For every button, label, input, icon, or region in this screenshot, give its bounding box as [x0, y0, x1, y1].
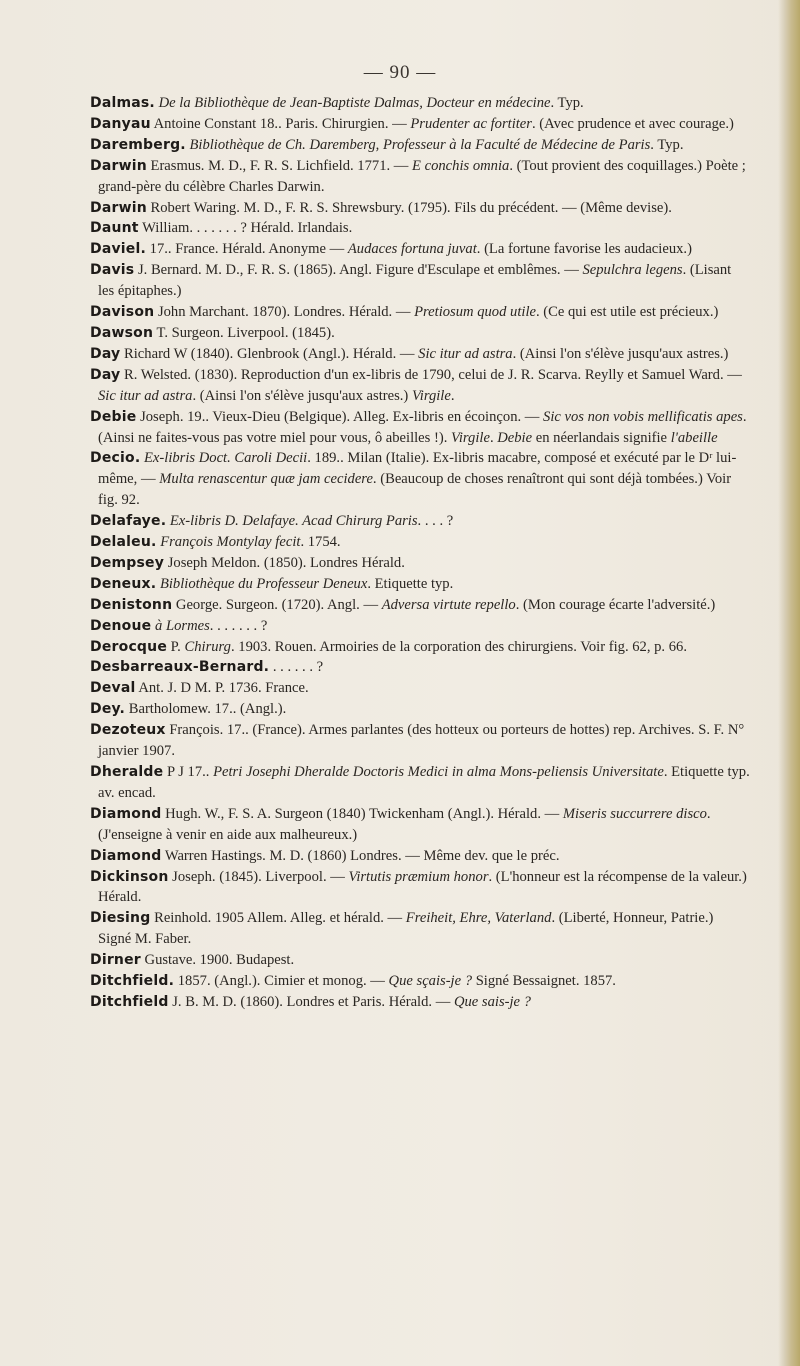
- entry-italic-text: Virgile: [411, 387, 451, 404]
- entry-headword: Ditchfield: [90, 993, 169, 1010]
- entry-text: . Etiquette typ. av. encad.: [98, 764, 750, 801]
- entry-headword: Dickinson: [90, 868, 169, 885]
- entry-italic-text: Que sais-je ?: [453, 993, 531, 1010]
- entry-text: Joseph. 19.. Vieux-Dieu (Belgique). Alleg. Ex-libris en écoinçon. —: [136, 408, 544, 425]
- entry-italic-text: Sepulchra legens: [582, 262, 683, 279]
- entry-text: Erasmus. M. D., F. R. S. Lichfield. 1771. —: [146, 157, 413, 174]
- entry-headword: Decio.: [90, 450, 141, 467]
- entry: [90, 678, 750, 699]
- entry-headword: Dempsey: [90, 554, 165, 571]
- entry-italic-text: à Lormes: [155, 617, 210, 634]
- entry: [90, 804, 750, 846]
- entry-headword: Ditchfield.: [90, 973, 175, 990]
- entry-list: [90, 93, 750, 1013]
- entry-text: P J 17..: [163, 764, 214, 780]
- entry-headword: Derocque: [90, 638, 168, 655]
- entry-headword: Day: [90, 345, 121, 362]
- entry-headword: Denistonn: [90, 596, 173, 613]
- entry: [90, 302, 750, 323]
- entry-headword: Delaleu.: [90, 534, 157, 551]
- entry-text: . (L'honneur est la récompense de la valeur.) Hérald.: [98, 868, 747, 906]
- entry-italic-text: Bibliothèque du Professeur Deneux: [159, 575, 368, 592]
- entry: [90, 950, 750, 971]
- entry-text: . 1903. Rouen. Armoiries de la corporation des chirurgiens. Voir fig. 62, p. 66.: [230, 638, 687, 655]
- entry-italic-text: Sic itur ad astra: [418, 345, 513, 362]
- entry: [90, 198, 750, 219]
- entry: [90, 344, 750, 365]
- entry-text: Signé Bessaignet. 1857.: [472, 973, 616, 990]
- entry-text: . (La fortune favorise les audacieux.): [476, 241, 692, 258]
- entry-italic-text: Ex-libris Doct. Caroli Decii: [144, 450, 308, 467]
- entry-text: Gustave. 1900. Budapest.: [140, 952, 295, 969]
- entry-text: . (Ainsi ne faites-vous pas votre miel pour vous, ô abeilles !).: [98, 408, 747, 446]
- entry-text: . (Liberté, Honneur, Patrie.) Signé M. Faber.: [98, 910, 714, 948]
- entry-headword: Darwin: [90, 199, 147, 216]
- entry: [90, 448, 750, 511]
- entry-italic-text: Audaces fortuna juvat: [347, 241, 477, 258]
- entry-text: . (Ce qui est utile est précieux.): [535, 304, 719, 321]
- entry-text: . (Lisant les épitaphes.): [98, 262, 732, 300]
- entry-headword: Daunt: [90, 220, 139, 237]
- entry-italic-text: Prudenter ac fortiter: [410, 115, 532, 132]
- entry-italic-text: Miseris succurrere disco: [562, 805, 707, 822]
- entry: [90, 699, 750, 720]
- entry: [90, 323, 750, 344]
- entry: [90, 239, 750, 260]
- entry-text: . . . . . . . ?: [209, 617, 268, 634]
- entry-headword: Denoue: [90, 617, 152, 634]
- entry-headword: Delafaye.: [90, 513, 167, 530]
- entry-text: . Typ.: [550, 95, 584, 111]
- entry-headword: Diamond: [90, 805, 162, 822]
- entry-italic-text: Debie: [497, 429, 533, 446]
- entry-text: . (Beaucoup de choses renaîtront qui sont déjà tombées.) Voir fig. 92.: [98, 471, 732, 509]
- entry-italic-text: De la Bibliothèque de Jean-Baptiste Dalmas, Docteur en médecine: [158, 95, 551, 111]
- entry-headword: Diesing: [90, 910, 151, 927]
- entry: [90, 762, 750, 804]
- entry-italic-text: Virgile: [451, 429, 490, 446]
- entry-text: . (J'enseigne à venir en aide aux malheureux.): [98, 805, 711, 843]
- entry: [90, 971, 750, 992]
- entry-headword: Daviel.: [90, 241, 147, 258]
- page-number: — 90 —: [363, 62, 437, 83]
- entry: [90, 511, 750, 532]
- entry-text: François. 17.. (France). Armes parlantes (des hotteux ou porteurs de hottes) rep. Archives. S. F. N° janvier 1907.: [98, 722, 745, 760]
- entry-text: Warren Hastings. M. D. (1860) Londres. — Même dev. que le préc.: [161, 847, 560, 864]
- entry-text: Ant. J. D M. P. 1736. France.: [135, 680, 309, 697]
- entry-headword: Dirner: [90, 952, 141, 969]
- entry: [90, 992, 750, 1013]
- entry-text: Joseph Meldon. (1850). Londres Hérald.: [164, 554, 405, 571]
- entry-text: . (Ainsi l'on s'élève jusqu'aux astres.): [512, 345, 729, 362]
- entry-italic-text: Bibliothèque de Ch. Daremberg, Professeur à la Faculté de Médecine de Paris: [189, 136, 651, 153]
- entry-text: George. Surgeon. (1720). Angl. —: [172, 596, 382, 613]
- entry-headword: Danyau: [90, 115, 151, 132]
- entry-text: . (Avec prudence et avec courage.): [531, 115, 734, 132]
- entry-headword: Deval: [90, 680, 136, 697]
- entry-text: . 1754.: [300, 534, 341, 551]
- entry-headword: Darwin: [90, 157, 147, 174]
- entry: [90, 135, 750, 156]
- entry-headword: Debie: [90, 408, 137, 425]
- entry-text: . Typ.: [650, 136, 684, 153]
- page-edge: [778, 0, 800, 1366]
- entry-italic-text: Freiheit, Ehre, Vaterland: [405, 910, 552, 927]
- entry-text: R. Welsted. (1830). Reproduction d'un ex-libris de 1790, celui de J. R. Scarva. Reylly et Samuel Ward. —: [120, 366, 742, 383]
- entry: [90, 218, 750, 239]
- entry-italic-text: Ex-libris D. Delafaye. Acad Chirurg Paris: [169, 513, 418, 530]
- entry-italic-text: Pretiosum quod utile: [414, 304, 536, 321]
- entry-italic-text: Virtutis præmium honor: [348, 868, 489, 885]
- entry-headword: Dey.: [90, 701, 126, 718]
- entry: [90, 407, 750, 449]
- entry: [90, 114, 750, 135]
- entry-text: John Marchant. 1870). Londres. Hérald. —: [154, 304, 415, 321]
- entry-headword: Diamond: [90, 847, 162, 864]
- entry-text: Reinhold. 1905 Allem. Alleg. et hérald. —: [150, 910, 406, 927]
- entry-text: . . . . . . ?: [269, 659, 324, 676]
- entry: [90, 574, 750, 595]
- entry-headword: Day: [90, 366, 121, 383]
- entry-text: J. Bernard. M. D., F. R. S. (1865). Angl. Figure d'Esculape et emblêmes. —: [134, 262, 583, 279]
- entry: [90, 156, 750, 198]
- entry: [90, 657, 750, 678]
- entry-text: . (Ainsi l'on s'élève jusqu'aux astres.): [192, 387, 412, 404]
- entry-text: T. Surgeon. Liverpool. (1845).: [153, 324, 335, 341]
- entry-italic-text: Que sçais-je ?: [388, 973, 473, 990]
- entry-text: en néerlandais signifie: [532, 429, 671, 446]
- entry-text: P.: [167, 638, 185, 655]
- entry-text: .: [489, 429, 498, 446]
- entry-text: Joseph. (1845). Liverpool. —: [168, 868, 349, 885]
- entry-italic-text: Sic vos non vobis mellificatis apes: [543, 408, 743, 425]
- entry-text: . Etiquette typ.: [367, 575, 454, 592]
- entry: [90, 867, 750, 909]
- entry-text: .: [450, 387, 455, 404]
- entry-text: William. . . . . . . ? Hérald. Irlandais.: [138, 220, 353, 237]
- entry-italic-text: Petri Josephi Dheralde Doctoris Medici in alma Mons-peliensis Universitate: [213, 764, 664, 780]
- entry-headword: Davis: [90, 262, 135, 279]
- entry-italic-text: Chirurg: [184, 638, 231, 655]
- entry-italic-text: l'abeille: [670, 429, 718, 446]
- entry-text: . (Mon courage écarte l'adversité.): [515, 596, 716, 613]
- entry: [90, 93, 750, 114]
- entry-headword: Daremberg.: [90, 136, 186, 153]
- entry-text: 1857. (Angl.). Cimier et monog. —: [174, 973, 389, 990]
- entry: [90, 908, 750, 950]
- entry-text: 17.. France. Hérald. Anonyme —: [146, 241, 348, 258]
- entry-text: Richard W (1840). Glenbrook (Angl.). Hérald. —: [120, 345, 419, 362]
- entry-headword: Dheralde: [90, 764, 164, 780]
- entry-text: . 189.. Milan (Italie). Ex-libris macabre, composé et exécuté par le Dʳ lui-même, —: [98, 450, 737, 488]
- entry-text: Hugh. W., F. S. A. Surgeon (1840) Twickenham (Angl.). Hérald. —: [161, 805, 563, 822]
- entry-italic-text: E conchis omnia: [412, 157, 510, 174]
- entry: [90, 846, 750, 867]
- entry-headword: Dalmas.: [90, 95, 155, 111]
- entry-headword: Desbarreaux-Bernard.: [90, 659, 270, 676]
- entry: [90, 553, 750, 574]
- entry-italic-text: Multa renascentur quæ jam cecidere: [159, 471, 373, 488]
- entry-italic-text: Adversa virtute repello: [381, 596, 516, 613]
- entry: [90, 365, 750, 407]
- entry: [90, 616, 750, 637]
- entry: [90, 720, 750, 762]
- entry: [90, 637, 750, 658]
- entry-headword: Deneux.: [90, 575, 157, 592]
- entry-italic-text: Sic itur ad astra: [98, 387, 193, 404]
- entry: [90, 595, 750, 616]
- entry-text: Robert Waring. M. D., F. R. S. Shrewsbury. (1795). Fils du précédent. — (Même devise).: [146, 199, 672, 216]
- entry: [90, 532, 750, 553]
- entry-text: Bartholomew. 17.. (Angl.).: [125, 701, 287, 718]
- entry-text: . . . . ?: [417, 513, 454, 530]
- entry-headword: Dezoteux: [90, 722, 166, 739]
- entry-headword: Davison: [90, 304, 155, 321]
- entry-text: . (Tout provient des coquillages.) Poète ; grand-père du célèbre Charles Darwin.: [98, 157, 746, 195]
- entry-text: Antoine Constant 18.. Paris. Chirurgien. —: [150, 115, 411, 132]
- entry-headword: Dawson: [90, 324, 154, 341]
- entry-italic-text: François Montylay fecit: [160, 534, 301, 551]
- entry: [90, 260, 750, 302]
- entry-text: J. B. M. D. (1860). Londres et Paris. Hérald. —: [168, 993, 454, 1010]
